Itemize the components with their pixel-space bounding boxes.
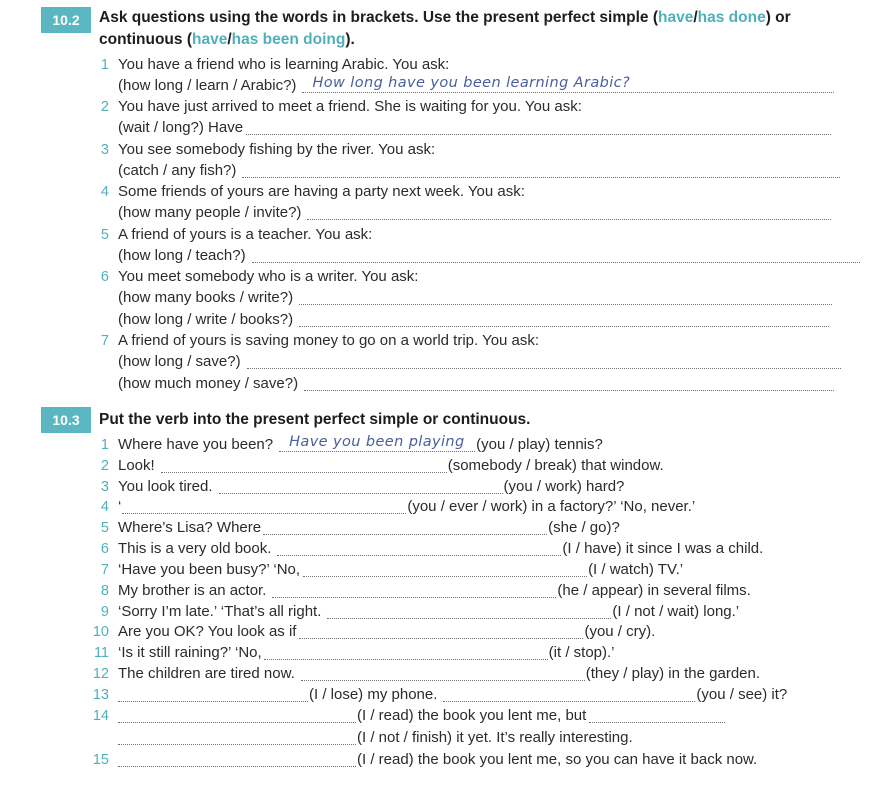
answer-blank[interactable]: [299, 623, 583, 639]
situation: [118, 55, 449, 75]
exercise-line: [118, 477, 624, 497]
title-part: ).: [345, 31, 355, 48]
prompt: (how many books / write?): [118, 289, 294, 306]
verb-prompt: (you / play) tennis?: [476, 436, 603, 453]
answer-blank[interactable]: [242, 162, 840, 178]
item-number: 6: [100, 541, 109, 557]
exercise-title-10-2-line2: [99, 29, 355, 50]
verb-prompt: (I / watch) TV.’: [588, 561, 684, 578]
exercise-badge-10-3: 10.3: [41, 407, 91, 433]
question-line: [118, 288, 833, 308]
verb-prompt: (I / read) the book you lent me, so you can have it back now.: [357, 751, 758, 768]
answer-blank[interactable]: [301, 665, 585, 681]
prompt: (how much money / save?): [118, 375, 299, 392]
verb-prompt: (you / ever / work) in a factory?’ ‘No, never.’: [407, 498, 696, 515]
item-number: 4: [100, 499, 109, 515]
exercise-line: [118, 685, 787, 705]
situation-text: You have just arrived to meet a friend. She is waiting for you. You ask:: [118, 98, 582, 115]
question-line: [118, 203, 832, 223]
item-number: 5: [100, 520, 109, 536]
item-number: 2: [100, 99, 109, 115]
item-number: 13: [92, 687, 109, 703]
sentence-start: ‘Have you been busy?’ ‘No,: [118, 561, 301, 578]
answer-blank[interactable]: [264, 644, 548, 660]
title-part: Ask questions using the words in brackets. Use the present perfect simple (: [99, 9, 659, 26]
item-number: 4: [100, 184, 109, 200]
prompt: (how long / teach?): [118, 247, 246, 264]
title-part: ) or: [765, 9, 791, 26]
answer-blank[interactable]: [118, 751, 356, 767]
exercise-line: [118, 456, 664, 476]
sentence-start: The children are tired now.: [118, 665, 295, 682]
prompt: (how long / learn / Arabic?): [118, 77, 297, 94]
item-number: 1: [100, 437, 109, 453]
verb-prompt: (he / appear) in several films.: [557, 582, 751, 599]
title-slash: /: [227, 31, 232, 48]
verb-prompt: (it / stop).’: [548, 644, 615, 661]
exercise-line: [118, 706, 726, 726]
item-number: 9: [100, 604, 109, 620]
verb-prompt: (she / go)?: [548, 519, 620, 536]
answer-blank[interactable]: [277, 540, 561, 556]
verb-prompt: (you / work) hard?: [503, 478, 625, 495]
situation: [118, 97, 582, 117]
answer-blank[interactable]: [299, 311, 829, 327]
example-answer: Have you been playing: [289, 434, 465, 450]
situation-text: A friend of yours is a teacher. You ask:: [118, 226, 373, 243]
exercise-title-10-2: [99, 7, 791, 28]
exercise-line: [118, 750, 757, 770]
exercise-badge-10-2: 10.2: [41, 7, 91, 33]
title-accent-have: have: [192, 31, 228, 48]
exercise-line: [118, 518, 620, 538]
question-line: [118, 118, 832, 138]
answer-blank[interactable]: [304, 375, 834, 391]
sentence-start: My brother is an actor.: [118, 582, 267, 599]
situation: [118, 140, 435, 160]
verb-prompt: (somebody / break) that window.: [447, 457, 664, 474]
answer-blank[interactable]: [122, 498, 406, 514]
verb-prompt: (I / lose) my phone.: [309, 686, 438, 703]
item-number: 6: [100, 269, 109, 285]
answer-blank[interactable]: [302, 77, 834, 93]
title-accent-has-done: has done: [697, 9, 766, 26]
verb-prompt: (I / not / wait) long.’: [612, 603, 740, 620]
answer-blank[interactable]: [118, 686, 308, 702]
answer-blank[interactable]: [272, 582, 556, 598]
sentence-start: ‘: [118, 498, 122, 515]
situation-text: You meet somebody who is a writer. You ask:: [118, 268, 419, 285]
situation: [118, 182, 525, 202]
exercise-line: [118, 497, 695, 517]
answer-blank[interactable]: [161, 457, 447, 473]
verb-prompt: (you / cry).: [584, 623, 656, 640]
situation-text: You have a friend who is learning Arabic. You ask:: [118, 56, 450, 73]
exercise-line: [118, 560, 683, 580]
question-line: [118, 374, 835, 394]
item-number: 5: [100, 227, 109, 243]
answer-blank[interactable]: [252, 247, 860, 263]
exercise-line: [118, 581, 751, 601]
exercise-line: [118, 728, 633, 748]
question-line: [118, 352, 842, 372]
answer-blank[interactable]: [263, 519, 547, 535]
verb-prompt: (they / play) in the garden.: [585, 665, 761, 682]
answer-blank[interactable]: [327, 603, 611, 619]
title-accent-has-been-doing: has been doing: [231, 31, 346, 48]
answer-blank[interactable]: [443, 686, 695, 702]
exercise-line: [118, 643, 615, 663]
prompt: (how long / write / books?): [118, 311, 294, 328]
answer-blank[interactable]: [118, 707, 356, 723]
answer-blank[interactable]: [118, 729, 356, 745]
example-answer: How long have you been learning Arabic?: [312, 75, 631, 91]
item-number: 2: [100, 458, 109, 474]
answer-blank[interactable]: [303, 561, 587, 577]
sentence-start: Where have you been?: [118, 436, 274, 453]
answer-blank[interactable]: [247, 353, 841, 369]
exercise-line: [118, 539, 763, 559]
item-number: 7: [100, 333, 109, 349]
situation-text: You see somebody fishing by the river. You ask:: [118, 141, 436, 158]
title-part: continuous (: [99, 31, 192, 48]
title-accent-have: have: [658, 9, 694, 26]
verb-prompt: (I / have) it since I was a child.: [562, 540, 764, 557]
verb-prompt: (I / not / finish) it yet. It’s really interesting.: [357, 729, 633, 746]
item-number: 1: [100, 57, 109, 73]
question-line: [118, 310, 830, 330]
title-slash: /: [693, 9, 698, 26]
item-number: 14: [92, 708, 109, 724]
situation-text: A friend of yours is saving money to go on a world trip. You ask:: [118, 332, 540, 349]
verb-prompt: (I / read) the book you lent me, but: [357, 707, 587, 724]
exercise-line: [118, 602, 739, 622]
exercise-line: [118, 664, 760, 684]
item-number: 10: [92, 624, 109, 640]
verb-prompt: (you / see) it?: [696, 686, 788, 703]
situation: [118, 267, 418, 287]
item-number: 7: [100, 562, 109, 578]
situation: [118, 331, 539, 351]
item-number: 12: [92, 666, 109, 682]
situation: [118, 225, 372, 245]
question-line: [118, 246, 861, 266]
prompt: (how many people / invite?): [118, 204, 302, 221]
answer-blank[interactable]: [299, 289, 832, 305]
item-number: 3: [100, 142, 109, 158]
question-line: [118, 161, 841, 181]
sentence-start: Where’s Lisa? Where: [118, 519, 262, 536]
exercise-line: [118, 622, 655, 642]
situation-text: Some friends of yours are having a party next week. You ask:: [118, 183, 525, 200]
answer-blank[interactable]: [589, 707, 725, 723]
item-number: 11: [93, 645, 109, 661]
answer-blank[interactable]: [219, 478, 503, 494]
sentence-start: Look!: [118, 457, 155, 474]
sentence-start: ‘Is it still raining?’ ‘No,: [118, 644, 262, 661]
sentence-start: Are you OK? You look as if: [118, 623, 297, 640]
item-number: 15: [92, 752, 109, 768]
sentence-start: ‘Sorry I’m late.’ ‘That’s all right.: [118, 603, 322, 620]
item-number: 3: [100, 479, 109, 495]
answer-blank[interactable]: [307, 204, 831, 220]
answer-blank[interactable]: [246, 119, 831, 135]
sentence-start: This is a very old book.: [118, 540, 272, 557]
exercise-line: [118, 435, 603, 455]
exercise-title-10-3: Put the verb into the present perfect simple or continuous.: [99, 411, 531, 428]
prompt: (how long / save?): [118, 353, 241, 370]
answer-blank[interactable]: [279, 436, 475, 452]
prompt: (wait / long?) Have: [118, 119, 244, 136]
item-number: 8: [100, 583, 109, 599]
prompt: (catch / any fish?): [118, 162, 237, 179]
question-line: [118, 76, 835, 96]
sentence-start: You look tired.: [118, 478, 213, 495]
